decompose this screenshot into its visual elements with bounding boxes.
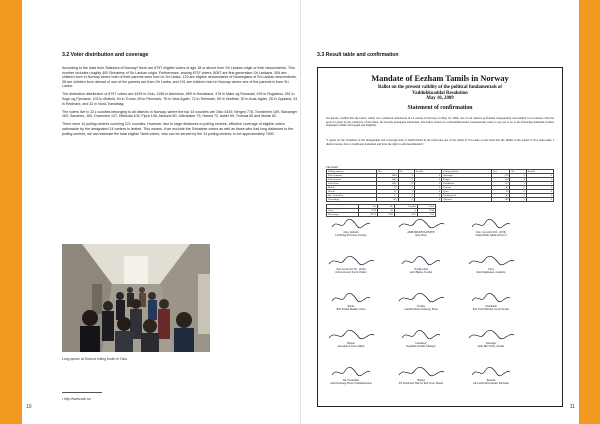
signature-block [322, 366, 380, 385]
signature-block [322, 329, 380, 348]
paragraph: The distinctive distribution of 8797 voters are 4439 in Oslo, 1156 in Akershus, 859 in Hordaland, 478 in Møre og Romsdal, 439 in Rogaland, 261 in Sogn og Fjordane, 102 in Østfold, 94 in Troms, 89 in Finnmark, 76 in Vest-Agder, 72 in Telemark, 69 in Vestfold, 30 in Aust-Agder, 28 in Oppland, 24 in Hedmark, and 32 in Nord-Trøndelag. [62, 92, 298, 106]
totals-table [326, 204, 436, 217]
paragraph: The voters live in 221 counties belonging to all districts in Norway, where the top 14 counties are Oslo 4439, Bergen 778, Trondheim 189, Stavanger 163, Sandnes, 160, Drammen 137, Hillesdal 109, Fjora 108, Alesund 80, Ullensaker 75, Hareid 72, Asker 69, Tromsø 65 and Molde 62. [62, 109, 298, 119]
table-cell: Fjora [442, 190, 492, 194]
table-cell: 1 [510, 194, 526, 198]
table-cell: Invalid [394, 205, 417, 209]
statement-heading: Statement of confirmation [407, 105, 473, 111]
handwritten-signature [398, 218, 445, 230]
table-cell: 0 [526, 182, 553, 186]
signature-role: Oslo, Sentrum [343, 231, 359, 234]
signature-block [322, 218, 380, 237]
signature-block [392, 292, 450, 311]
left-body-text [62, 66, 300, 140]
table-cell: Oslo Sentrum [327, 174, 377, 178]
table-cell: 0 [414, 174, 441, 178]
subtitle-line: Ballot on the present validity of the political fundamentals of [378, 85, 502, 90]
document-title: Mandate of Eezham Tamils in Norway [371, 74, 509, 83]
signature-role: Molde [347, 305, 355, 308]
footnote: ¹ http://www.ssb.no [62, 397, 91, 401]
signature-name: Anne Britt Sælle, Teacher [477, 345, 505, 349]
table-cell: 17 [376, 194, 398, 198]
handwritten-signature [401, 255, 441, 267]
right-accent-bar [578, 0, 600, 424]
signature-name: Arild Kveriuga, Head of Administration [330, 382, 372, 386]
table-cell: Tromsø [442, 186, 492, 190]
signature-role: AMB MIKKESTAINSEN [407, 231, 435, 234]
table-cell: 0 [414, 198, 441, 202]
table-cell: 0.07 [394, 213, 417, 217]
table-cell: 5576 [358, 209, 378, 213]
section-heading-result-table: 3.3 Result table and confirmation [317, 52, 399, 58]
photo-caption: Long queue at Oranud voting booth in Oslo. [62, 357, 128, 361]
table-cell: Oslo Grorud [327, 178, 377, 182]
table-header: No [510, 170, 526, 174]
table-cell: 0 [510, 190, 526, 194]
table-cell: 0 [510, 186, 526, 190]
document-subtitle [318, 85, 562, 102]
table-cell: Stavanger [442, 174, 492, 178]
statement-paragraph: We hereby confirm that the ballot, which was conducted nationwide in 14 centres in Norway on May 10, 2009, was in our opinion performed transparently and reliably in accordance with the protocol given by the conductor of the ballot, the broadly newspaper Ukeavisen. The ballot, based on a referendum model, requested the voters to say yes or no to the following statement in three languages (Tamil, Norwegian and English): [326, 116, 554, 128]
table-cell: Nordfjordeid [442, 194, 492, 198]
signature-block [462, 366, 520, 385]
table-cell: 4 [394, 209, 417, 213]
subtitle-line: Vaddukkoaddai Resolution [412, 90, 468, 96]
table-cell: 163 [376, 198, 398, 202]
signature-role: Bø i Vesterålen [343, 379, 359, 382]
table-cell: Bergen [442, 178, 492, 182]
table-cell: Yes [358, 205, 378, 209]
signature-name: Leif Helge Fraavian, Attorney [335, 234, 367, 238]
footnote-divider [62, 392, 102, 393]
signature-name: Britt Kristin Munthe, Nurse [336, 308, 366, 312]
table-cell: 0 [510, 174, 526, 178]
table-cell: 0 [526, 194, 553, 198]
table-cell: 1 [398, 190, 414, 194]
handwritten-signature [398, 366, 445, 378]
signature-name: Ragnhild Nordahl, Manager [406, 345, 436, 349]
table-header: Invalid [526, 170, 553, 174]
voting-queue-photo [62, 244, 210, 352]
table-cell: 38 [378, 209, 395, 213]
handwritten-signature [331, 292, 371, 304]
table-cell: 0 [414, 186, 441, 190]
table-cell: Total [417, 205, 435, 209]
handwritten-signature [471, 366, 511, 378]
signature-block [322, 255, 380, 274]
signature-block [322, 292, 380, 311]
table-cell: 1 [510, 182, 526, 186]
table-cell: Trondheim [442, 182, 492, 186]
table-cell: 0 [414, 194, 441, 198]
page-number-left: 10 [26, 404, 32, 410]
table-row [327, 213, 436, 217]
left-accent-bar [0, 0, 22, 424]
document-date: May 10, 2009 [426, 96, 454, 102]
signature-name: Sophie Blehi, Medical Doctor [475, 234, 507, 238]
signature-block [392, 218, 450, 237]
handwritten-signature [401, 329, 441, 341]
table-cell: 0 [414, 190, 441, 194]
signature-role: Lørenskog [415, 342, 427, 345]
table-cell: 100 [417, 213, 435, 217]
table-cell: 0 [414, 178, 441, 182]
table-cell: 0 [398, 186, 414, 190]
table-cell: 1484 [376, 174, 398, 178]
signature-name: Ole Laurits Haverstrøm, Purchaser [472, 382, 510, 386]
handwritten-signature [398, 292, 445, 304]
signature-role: Bergen [347, 342, 355, 345]
signature-name: Odin Gwewad, Social Worker [335, 271, 367, 275]
table-cell: 12 [398, 182, 414, 186]
table-cell: No [378, 205, 395, 209]
table-cell: 109 [492, 198, 510, 202]
table-cell: 1061 [376, 182, 398, 186]
table-cell: 2 [526, 178, 553, 182]
paragraph: According to the data from Statistics of Norway¹ there are 8797 eligible voters of age 18 or above from Sri Lankan origin or their descendents. This number includes roughly 400 Sinhalese of Sri Lankan origin. Furthermore, among 8797 voters, 8087 are first generation Sri Lankans, 554 are children born in Norway where both of their parents were born in Sri Lanka, 129 are eligible descendants of Norwegians of Sri Lankan descendents, 36 are children born abroad of one of the parents are from Sri Lanka, and 191 are children born in Norway where one of the parents is from Sri Lanka. [62, 66, 297, 89]
table-cell: Lørenskog [327, 198, 377, 202]
table-cell: 0 [526, 174, 553, 178]
table-cell: 5618 [417, 209, 435, 213]
handwritten-signature [331, 366, 371, 378]
signature-name: Gunhild Marie Svalastog, Priest [404, 308, 438, 312]
signature-role: Fjora [488, 268, 494, 271]
table-cell: 9 [398, 178, 414, 182]
table-cell: 41 [492, 194, 510, 198]
signature-block [462, 255, 520, 274]
signature-block [392, 255, 450, 274]
table-cell: 99.25 [358, 213, 378, 217]
page-number-right: 11 [569, 404, 575, 410]
table-header: Invalid [414, 170, 441, 174]
handwritten-signature [471, 292, 511, 304]
signature-block [392, 329, 450, 348]
table-cell: 2 [414, 182, 441, 186]
signature-role: Trondheim [485, 305, 497, 308]
table-cell: 137 [492, 182, 510, 186]
right-page [300, 0, 579, 424]
table-cell: 0 [526, 198, 553, 202]
signature-role: Ålesund [486, 379, 496, 382]
signature-name: Oslo, Bryn [415, 234, 427, 238]
table-cell: 47 [492, 186, 510, 190]
table-cell: 279 [492, 174, 510, 178]
table-header: Polling stations [442, 170, 492, 174]
signature-role: Stavanger [485, 342, 497, 345]
table-cell: 4 [510, 178, 526, 182]
statement-quote: "I aspire for the formation of the independent and sovereign state of Tamil Eelam in the north and east of the island of Sri Lanka on the basis that the Tamils in the island of Sri Lanka make a distinct nation, have a traditional homeland and have the right to self-determination". [326, 138, 554, 146]
table-cell: 536 [492, 178, 510, 182]
signature-role: Oslo, Grorud (16:00 - 20:00) [475, 231, 507, 234]
table-cell: 1463 [376, 178, 398, 182]
table-cell: 0.68 [378, 213, 395, 217]
left-page [22, 0, 300, 424]
table-cell: Ålesund [442, 198, 492, 202]
totals-table-body [327, 205, 436, 217]
signature-name: Alexandra Larsen, Milieu [337, 345, 365, 349]
result-label: The result: [326, 165, 339, 169]
table-cell: 0 [526, 190, 553, 194]
signature-name: Arild Bjerke, Teacher [409, 271, 433, 275]
table-cell: 0 [526, 186, 553, 190]
table-cell: Votes [327, 209, 359, 213]
handwritten-signature [468, 329, 515, 341]
table-cell: Percentage [327, 213, 359, 217]
signature-name: Knut Magnussen, Journalist [476, 271, 506, 275]
table-row [327, 198, 554, 202]
signature-name: Elin Ytterli Helstad, Social Worker [472, 308, 510, 312]
table-cell: Molde [327, 186, 377, 190]
paragraph: There were 14 polling centres covering 221 counties. However, due to large distances to polling centres, effective coverage of eligible voters nationwide by the designated 14 centres is limited. This means, if we exclude the Sinhalese voters as well as those who had long distances to the polling centres, we can estimate the total eligible Tamil voters, who can be served by the 14 polling centres, to be approximately 7000. [62, 122, 294, 136]
signature-block [392, 366, 450, 385]
handwritten-signature [471, 218, 511, 230]
results-table [326, 169, 554, 202]
signature-block [462, 218, 520, 237]
table-cell: 87 [376, 190, 398, 194]
table-header: Yes [492, 170, 510, 174]
table-cell: Bø i Vesterålen [327, 194, 377, 198]
signature-role: Nordfjordeid [414, 268, 428, 271]
table-cell: Hareid [327, 190, 377, 194]
table-header: Polling stations [327, 170, 377, 174]
table-cell: 78 [376, 186, 398, 190]
results-table-body [327, 174, 554, 202]
signature-role: Tromsø [417, 305, 425, 308]
handwritten-signature [331, 218, 371, 230]
table-cell: 39 [492, 190, 510, 194]
table-cell: 9 [398, 174, 414, 178]
signature-block [462, 329, 520, 348]
handwritten-signature [328, 255, 375, 267]
table-cell: 0 [398, 198, 414, 202]
signature-name: Eli Sæterbaud, Head of Red Cross, Hareid [399, 382, 443, 386]
table-cell: Oslo Bryn [327, 182, 377, 186]
section-heading-voter-distribution: 3.2 Voter distribution and coverage [62, 52, 149, 58]
signature-role: Hareid [417, 379, 425, 382]
signature-role: Oslo Grorud (11:30 - 16:00) [336, 268, 366, 271]
table-cell: 1 [510, 198, 526, 202]
table-cell: 0 [398, 194, 414, 198]
signature-block [462, 292, 520, 311]
confirmation-document [317, 67, 563, 407]
handwritten-signature [328, 329, 375, 341]
table-header: Yes [376, 170, 398, 174]
handwritten-signature [468, 255, 515, 267]
table-header: No [398, 170, 414, 174]
